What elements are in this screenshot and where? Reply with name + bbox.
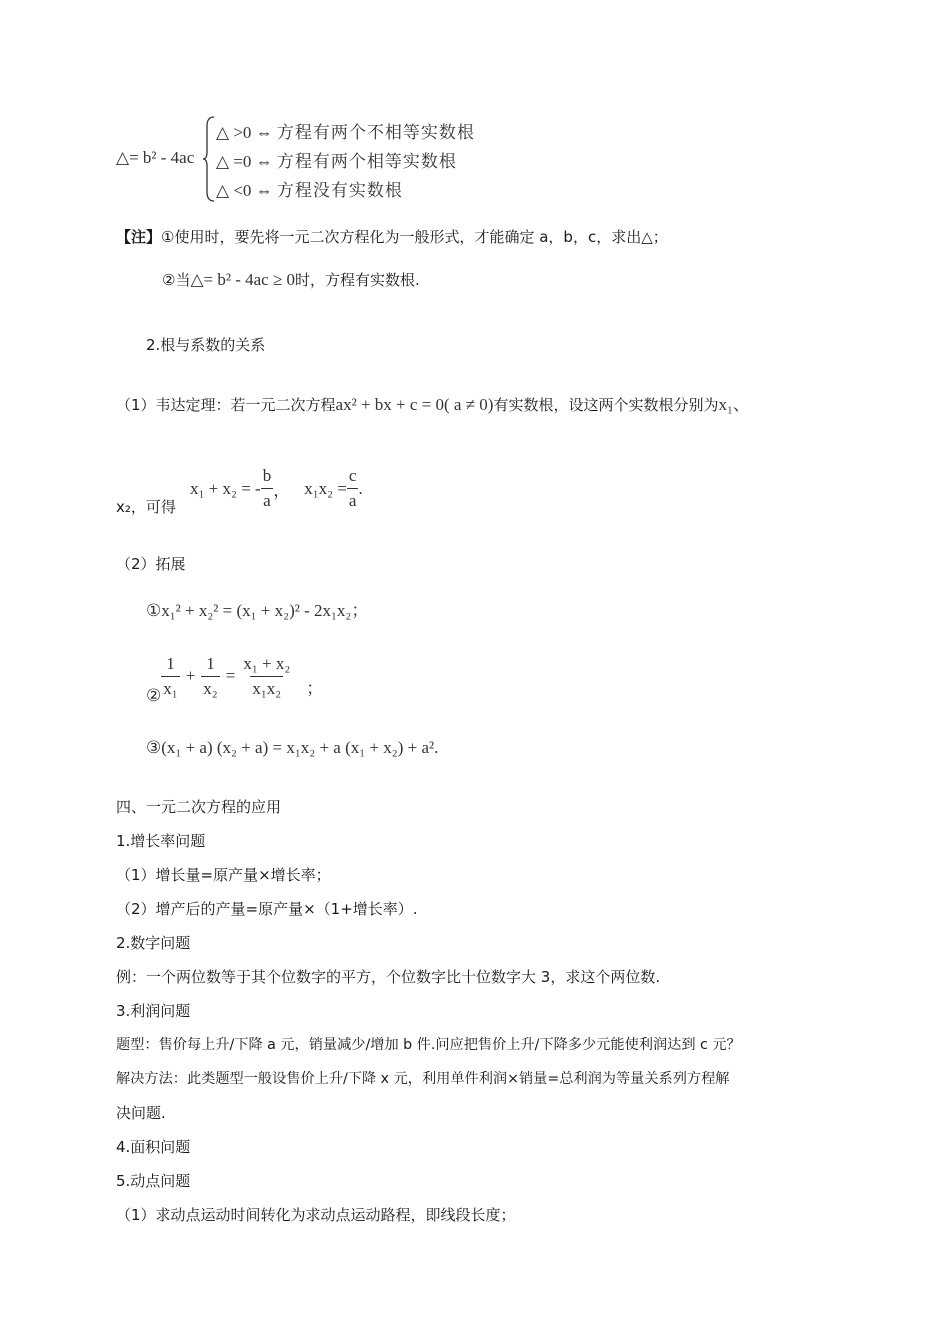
extension-3 (146, 738, 438, 758)
frac-2-num: 1 (206, 653, 215, 673)
extension-1 (146, 596, 368, 621)
case-2-cond: △ =0 ⇔ (216, 152, 273, 171)
case-1-cond: △ >0 ⇔ (216, 123, 273, 142)
frac-2-den: x₂ (201, 676, 219, 699)
vieta-equation: ax² + bx + c = 0( a ≠ 0) (335, 395, 494, 414)
vieta-prefix: （1）韦达定理：若一元二次方程 (116, 396, 336, 414)
case-3-cond: △ <0 ⇔ (216, 181, 273, 200)
extension-2-end: ； (306, 678, 324, 699)
vieta-sum (190, 466, 363, 511)
vieta-product-fraction (347, 466, 359, 511)
section-4-item: 2.数字问题 (116, 934, 191, 952)
note-text-1: ①使用时，要先将一元二次方程化为一般形式，才能确定 a，b，c，求出△； (161, 228, 668, 246)
extension-title: （2）拓展 (116, 555, 186, 573)
frac-3-den: x₁x₂ (250, 676, 283, 699)
section-4-item: 5.动点问题 (116, 1172, 191, 1190)
section-4-item: 题型：售价每上升/下降 a 元，销量减少/增加 b 件.问应把售价上升/下降多少元能使利润达到 c 元？ (116, 1037, 741, 1053)
vieta-sum-den: a (261, 488, 273, 511)
section-4-item: （1）求动点运动时间转化为求动点运动路程，即线段长度； (116, 1206, 516, 1224)
extension-2-frac-2 (201, 654, 219, 699)
vieta-sum-fraction (261, 466, 274, 511)
extension-1-mark: ① (146, 601, 162, 621)
section-4-item: （1）增长量=原产量×增长率； (116, 866, 331, 884)
note-line-1 (116, 226, 668, 247)
case-3 (216, 176, 403, 201)
frac-1-num: 1 (166, 653, 175, 673)
note-line-2 (162, 269, 420, 290)
x2-label: x₂，可得 (116, 498, 176, 516)
note-line-2-math: △= b² - 4ac ≥ 0 (190, 270, 296, 289)
vieta-line (116, 390, 750, 415)
case-1 (216, 118, 475, 143)
vieta-product-num: c (348, 466, 357, 485)
extension-2-frac-3 (241, 654, 292, 699)
section-4-item: （2）增产后的产量=原产量×（1+增长率）. (116, 900, 418, 918)
vieta-comma: ， (273, 481, 291, 501)
case-1-text: 方程有两个不相等实数根 (276, 123, 475, 143)
extension-2-equals: = (225, 666, 236, 685)
section-4-title: 四、一元二次方程的应用 (116, 798, 282, 816)
frac-3-num: x₁ + x₂ (243, 653, 291, 673)
section-4-item: 解决方法：此类题型一般设售价上升/下降 x 元，利用单件利润×销量=总利润为等量关系列方程解 (116, 1071, 730, 1087)
section-4-item: 例：一个两位数等于其个位数字的平方，个位数字比十位数字大 3，求这个两位数. (116, 968, 661, 986)
extension-3-mark: ③ (146, 738, 162, 758)
vieta-x1: x₁、 (718, 395, 750, 414)
vieta-product-den: a (347, 488, 359, 511)
case-2-text: 方程有两个相等实数根 (276, 152, 457, 172)
vieta-product-lhs: x₁x₂ = (304, 478, 347, 498)
vieta-suffix: 有实数根，设这两个实数根分别为 (493, 396, 719, 414)
case-2 (216, 147, 457, 172)
extension-2-mark: ② (146, 686, 162, 706)
extension-2-plus: + (185, 666, 196, 685)
vieta-sum-lhs: x₁ + x₂ = - (190, 478, 261, 498)
extension-3-formula: (x₁ + a) (x₂ + a) = x₁x₂ + a (x₁ + x₂) + a². (161, 738, 439, 757)
note-line-2-suffix: 时，方程有实数根. (295, 271, 420, 289)
vieta-period: . (358, 478, 363, 498)
section-4-item: 决问题. (116, 1104, 166, 1122)
discriminant-lhs: △= b² - 4ac (116, 148, 195, 167)
vieta-sum-num: b (262, 466, 272, 485)
section-4-item: 1.增长率问题 (116, 832, 206, 850)
note-label: 【注】 (116, 228, 162, 246)
case-3-text: 方程没有实数根 (276, 181, 403, 201)
section-4-item: 4.面积问题 (116, 1138, 191, 1156)
section-4-item: 3.利润问题 (116, 1002, 191, 1020)
extension-1-formula: x₁² + x₂² = (x₁ + x₂)² - 2x₁x₂； (161, 601, 369, 620)
note-line-2-prefix: ②当 (162, 271, 191, 289)
extension-2-frac-1 (161, 654, 179, 699)
section-2-title: 2.根与系数的关系 (146, 336, 266, 354)
extension-2 (146, 646, 323, 706)
left-brace-icon (203, 116, 215, 202)
frac-1-den: x₁ (161, 676, 179, 699)
